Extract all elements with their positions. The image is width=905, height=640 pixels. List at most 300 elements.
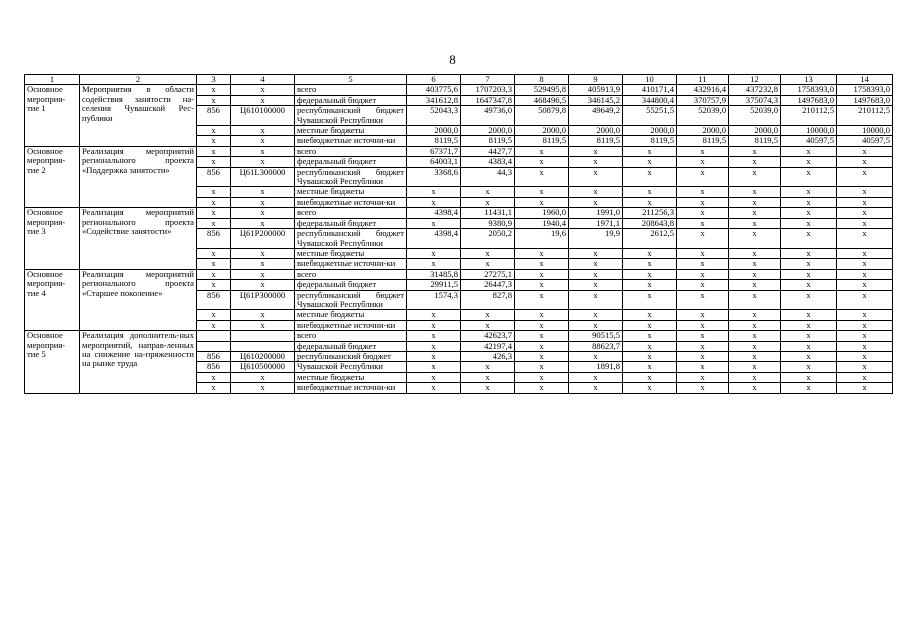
year-value: x — [515, 310, 569, 320]
budget-table-body — [25, 75, 893, 394]
group-description: Реализация мероприятий регионального проекта «Содействие занятости» — [80, 208, 197, 269]
year-value: 1497683,0 — [837, 95, 893, 105]
year-value: x — [677, 383, 729, 393]
year-value: x — [515, 248, 569, 258]
year-value: x — [623, 331, 677, 341]
year-value: x — [569, 351, 623, 361]
year-value: x — [781, 310, 837, 320]
year-value: x — [677, 310, 729, 320]
responsible-code: x — [197, 259, 231, 269]
funding-source: республиканский бюджет Чувашской Республики — [295, 229, 407, 249]
year-value: x — [515, 197, 569, 207]
year-value: x — [677, 259, 729, 269]
year-value: x — [677, 320, 729, 330]
year-value: x — [677, 341, 729, 351]
year-value: 1497683,0 — [781, 95, 837, 105]
year-value: 42197,4 — [461, 341, 515, 351]
year-value: 90515,5 — [569, 331, 623, 341]
year-value: x — [677, 187, 729, 197]
year-value: x — [729, 157, 781, 167]
year-value: 1574,3 — [407, 290, 461, 310]
funding-source: Чувашской Республики — [295, 362, 407, 372]
funding-source: республиканский бюджет — [295, 351, 407, 361]
group-description: Реализация мероприятий регионального проекта «Старшее поколение» — [80, 269, 197, 330]
year-value: x — [515, 259, 569, 269]
header-cell: 13 — [781, 75, 837, 85]
year-value: x — [781, 259, 837, 269]
year-value: x — [623, 290, 677, 310]
target-article-code: x — [231, 95, 295, 105]
year-value: 44,3 — [461, 167, 515, 187]
year-value: x — [781, 157, 837, 167]
responsible-code: x — [197, 146, 231, 156]
year-value: 341612,8 — [407, 95, 461, 105]
year-value: x — [729, 362, 781, 372]
funding-source: местные бюджеты — [295, 310, 407, 320]
year-value: 55251,5 — [623, 106, 677, 126]
funding-source: внебюджетные источни-ки — [295, 259, 407, 269]
header-cell: 6 — [407, 75, 461, 85]
table-row — [25, 269, 893, 279]
group-description: Реализация дополнитель-ных мероприятий, направ-ленных на снижение на-пряженности на рынке труда — [80, 331, 197, 393]
year-value: x — [623, 280, 677, 290]
year-value: x — [569, 372, 623, 382]
funding-source: всего — [295, 146, 407, 156]
year-value: x — [781, 218, 837, 228]
year-value: 8119,5 — [729, 136, 781, 146]
year-value: x — [729, 341, 781, 351]
year-value: 2000,0 — [515, 126, 569, 136]
year-value: 1707203,3 — [461, 85, 515, 95]
responsible-code: 856 — [197, 229, 231, 249]
header-cell: 11 — [677, 75, 729, 85]
target-article-code: x — [231, 208, 295, 218]
year-value: x — [569, 320, 623, 330]
year-value: x — [515, 372, 569, 382]
year-value: 403775,6 — [407, 85, 461, 95]
target-article-code: x — [231, 197, 295, 207]
year-value: x — [729, 187, 781, 197]
year-value: x — [729, 259, 781, 269]
year-value: x — [623, 269, 677, 279]
target-article-code: Ц61L300000 — [231, 167, 295, 187]
year-value: x — [623, 372, 677, 382]
year-value: 8119,5 — [677, 136, 729, 146]
target-article-code: x — [231, 372, 295, 382]
year-value: 346145,2 — [569, 95, 623, 105]
header-cell: 3 — [197, 75, 231, 85]
target-article-code — [231, 341, 295, 351]
funding-source: всего — [295, 85, 407, 95]
year-value: x — [677, 331, 729, 341]
funding-source: внебюджетные источни-ки — [295, 383, 407, 393]
year-value: 42623,7 — [461, 331, 515, 341]
group-title: Основное мероприя-тие 4 — [25, 269, 80, 330]
year-value: x — [623, 187, 677, 197]
year-value: 410171,4 — [623, 85, 677, 95]
year-value: 64003,1 — [407, 157, 461, 167]
funding-source: местные бюджеты — [295, 248, 407, 258]
year-value: x — [407, 372, 461, 382]
year-value: x — [515, 280, 569, 290]
funding-source: внебюджетные источни-ки — [295, 136, 407, 146]
budget-table — [24, 74, 893, 394]
year-value: x — [677, 351, 729, 361]
funding-source: всего — [295, 269, 407, 279]
year-value: 1647347,8 — [461, 95, 515, 105]
year-value: x — [407, 187, 461, 197]
target-article-code: x — [231, 187, 295, 197]
year-value: x — [461, 310, 515, 320]
year-value: 2000,0 — [729, 126, 781, 136]
target-article-code: x — [231, 157, 295, 167]
year-value: x — [407, 259, 461, 269]
year-value: x — [515, 331, 569, 341]
header-cell: 7 — [461, 75, 515, 85]
year-value: 2000,0 — [623, 126, 677, 136]
year-value: x — [569, 146, 623, 156]
year-value: 210112,5 — [781, 106, 837, 126]
table-row — [25, 146, 893, 156]
responsible-code: 856 — [197, 362, 231, 372]
year-value: x — [461, 383, 515, 393]
year-value: x — [837, 167, 893, 187]
year-value: 11431,1 — [461, 208, 515, 218]
year-value: x — [677, 280, 729, 290]
responsible-code: x — [197, 136, 231, 146]
target-article-code: Ц61Р300000 — [231, 290, 295, 310]
year-value: x — [515, 351, 569, 361]
year-value: 19,6 — [515, 229, 569, 249]
year-value: x — [729, 331, 781, 341]
year-value: x — [781, 331, 837, 341]
year-value: x — [677, 372, 729, 382]
year-value: x — [781, 383, 837, 393]
year-value: 31485,8 — [407, 269, 461, 279]
year-value: x — [837, 290, 893, 310]
year-value: x — [515, 320, 569, 330]
year-value: 437232,8 — [729, 85, 781, 95]
year-value: x — [729, 269, 781, 279]
funding-source: федеральный бюджет — [295, 157, 407, 167]
year-value: x — [677, 167, 729, 187]
year-value: x — [837, 248, 893, 258]
year-value: x — [515, 269, 569, 279]
year-value: 10000,0 — [781, 126, 837, 136]
year-value: x — [677, 197, 729, 207]
header-cell: 8 — [515, 75, 569, 85]
year-value: x — [407, 310, 461, 320]
year-value: x — [837, 269, 893, 279]
year-value: 405913,9 — [569, 85, 623, 95]
year-value: x — [781, 351, 837, 361]
funding-source: всего — [295, 331, 407, 341]
header-cell: 12 — [729, 75, 781, 85]
responsible-code: x — [197, 187, 231, 197]
responsible-code: x — [197, 248, 231, 258]
year-value: x — [837, 331, 893, 341]
year-value: 40597,5 — [837, 136, 893, 146]
target-article-code: x — [231, 136, 295, 146]
target-article-code: x — [231, 248, 295, 258]
header-cell: 4 — [231, 75, 295, 85]
funding-source: местные бюджеты — [295, 187, 407, 197]
year-value: 52039,0 — [729, 106, 781, 126]
year-value: x — [729, 372, 781, 382]
funding-source: федеральный бюджет — [295, 280, 407, 290]
year-value: 9380,9 — [461, 218, 515, 228]
year-value: 2050,2 — [461, 229, 515, 249]
year-value: x — [837, 320, 893, 330]
year-value: x — [515, 362, 569, 372]
target-article-code: Ц610200000 — [231, 351, 295, 361]
target-article-code: x — [231, 383, 295, 393]
year-value: 4398,4 — [407, 229, 461, 249]
year-value: x — [781, 290, 837, 310]
responsible-code: 856 — [197, 290, 231, 310]
year-value: x — [623, 259, 677, 269]
funding-source: республиканский бюджет Чувашской Республики — [295, 106, 407, 126]
year-value: x — [781, 362, 837, 372]
year-value: 827,8 — [461, 290, 515, 310]
year-value: 208643,8 — [623, 218, 677, 228]
year-value: x — [837, 362, 893, 372]
year-value: x — [677, 218, 729, 228]
year-value: 19,9 — [569, 229, 623, 249]
year-value: x — [837, 229, 893, 249]
year-value: x — [781, 372, 837, 382]
target-article-code: Ц610100000 — [231, 106, 295, 126]
year-value: x — [623, 157, 677, 167]
year-value: x — [677, 248, 729, 258]
year-value: x — [407, 341, 461, 351]
responsible-code: x — [197, 310, 231, 320]
target-article-code — [231, 331, 295, 341]
funding-source: республиканский бюджет Чувашской Республики — [295, 167, 407, 187]
target-article-code: x — [231, 146, 295, 156]
year-value: x — [569, 157, 623, 167]
header-cell: 1 — [25, 75, 80, 85]
year-value: 1758393,0 — [781, 85, 837, 95]
year-value: x — [781, 146, 837, 156]
year-value: 49649,2 — [569, 106, 623, 126]
year-value: x — [569, 290, 623, 310]
group-title: Основное мероприя-тие 1 — [25, 85, 80, 146]
year-value: 529495,8 — [515, 85, 569, 95]
year-value: 8119,5 — [569, 136, 623, 146]
year-value: 2000,0 — [461, 126, 515, 136]
year-value: 1891,8 — [569, 362, 623, 372]
responsible-code: 856 — [197, 351, 231, 361]
year-value: x — [729, 197, 781, 207]
year-value: x — [569, 269, 623, 279]
year-value: x — [515, 187, 569, 197]
year-value: x — [623, 167, 677, 187]
table-row — [25, 331, 893, 341]
responsible-code: x — [197, 280, 231, 290]
year-value: x — [729, 320, 781, 330]
responsible-code: 856 — [197, 106, 231, 126]
year-value: x — [837, 259, 893, 269]
year-value: x — [623, 310, 677, 320]
target-article-code: x — [231, 269, 295, 279]
header-cell: 2 — [80, 75, 197, 85]
funding-source: федеральный бюджет — [295, 218, 407, 228]
year-value: x — [461, 372, 515, 382]
year-value: x — [781, 341, 837, 351]
year-value: x — [569, 383, 623, 393]
year-value: x — [461, 187, 515, 197]
funding-source: федеральный бюджет — [295, 341, 407, 351]
year-value: x — [623, 351, 677, 361]
year-value: x — [837, 208, 893, 218]
year-value: x — [677, 362, 729, 372]
year-value: x — [729, 383, 781, 393]
target-article-code: x — [231, 320, 295, 330]
responsible-code: x — [197, 197, 231, 207]
year-value: 8119,5 — [461, 136, 515, 146]
year-value: x — [461, 259, 515, 269]
year-value: x — [515, 290, 569, 310]
year-value: x — [729, 218, 781, 228]
year-value: x — [837, 372, 893, 382]
year-value: x — [781, 197, 837, 207]
year-value: 67371,7 — [407, 146, 461, 156]
funding-source: всего — [295, 208, 407, 218]
responsible-code: 856 — [197, 167, 231, 187]
year-value: 1960,0 — [515, 208, 569, 218]
year-value: x — [729, 280, 781, 290]
year-value: x — [729, 229, 781, 249]
year-value: x — [729, 248, 781, 258]
year-value: x — [407, 383, 461, 393]
year-value: 375074,3 — [729, 95, 781, 105]
target-article-code: x — [231, 85, 295, 95]
year-value: x — [837, 310, 893, 320]
group-title: Основное мероприя-тие 5 — [25, 331, 80, 393]
year-value: x — [677, 146, 729, 156]
year-value: x — [569, 248, 623, 258]
table-row — [25, 85, 893, 95]
year-value: x — [515, 341, 569, 351]
header-cell: 10 — [623, 75, 677, 85]
responsible-code: x — [197, 372, 231, 382]
year-value: x — [461, 362, 515, 372]
year-value: x — [623, 248, 677, 258]
year-value: 27275,1 — [461, 269, 515, 279]
group-description: Мероприятия в области содействия занятости на-селения Чувашской Рес-публики — [80, 85, 197, 146]
year-value: x — [837, 157, 893, 167]
group-title: Основное мероприя-тие 3 — [25, 208, 80, 269]
target-article-code: x — [231, 310, 295, 320]
group-title: Основное мероприя-тие 2 — [25, 146, 80, 207]
target-article-code: x — [231, 259, 295, 269]
year-value: 4427,7 — [461, 146, 515, 156]
funding-source: внебюджетные источни-ки — [295, 320, 407, 330]
year-value: x — [461, 248, 515, 258]
year-value: x — [837, 197, 893, 207]
year-value: x — [781, 187, 837, 197]
year-value: 52043,3 — [407, 106, 461, 126]
year-value: x — [729, 310, 781, 320]
target-article-code: x — [231, 280, 295, 290]
year-value: x — [407, 320, 461, 330]
year-value: x — [781, 320, 837, 330]
year-value: x — [407, 362, 461, 372]
year-value: 2000,0 — [407, 126, 461, 136]
year-value: 1991,0 — [569, 208, 623, 218]
year-value: x — [569, 167, 623, 187]
year-value: 52039,0 — [677, 106, 729, 126]
year-value: x — [407, 218, 461, 228]
year-value: 8119,5 — [515, 136, 569, 146]
year-value: 468496,5 — [515, 95, 569, 105]
year-value: 2000,0 — [677, 126, 729, 136]
responsible-code — [197, 331, 231, 341]
year-value: x — [837, 280, 893, 290]
year-value: x — [515, 146, 569, 156]
year-value: x — [569, 280, 623, 290]
year-value: x — [569, 187, 623, 197]
responsible-code: x — [197, 218, 231, 228]
year-value: 1940,4 — [515, 218, 569, 228]
year-value: 88623,7 — [569, 341, 623, 351]
header-cell: 9 — [569, 75, 623, 85]
year-value: x — [781, 167, 837, 187]
year-value: x — [623, 146, 677, 156]
year-value: x — [515, 167, 569, 187]
year-value: x — [677, 229, 729, 249]
year-value: x — [407, 331, 461, 341]
year-value: x — [837, 341, 893, 351]
year-value: 210112,5 — [837, 106, 893, 126]
year-value: x — [407, 197, 461, 207]
responsible-code: x — [197, 383, 231, 393]
funding-source: федеральный бюджет — [295, 95, 407, 105]
responsible-code: x — [197, 95, 231, 105]
year-value: 4383,4 — [461, 157, 515, 167]
year-value: 211256,3 — [623, 208, 677, 218]
year-value: x — [729, 167, 781, 187]
year-value: x — [837, 351, 893, 361]
year-value: x — [623, 320, 677, 330]
year-value: 3368,6 — [407, 167, 461, 187]
year-value: x — [407, 351, 461, 361]
target-article-code: x — [231, 126, 295, 136]
year-value: 40597,5 — [781, 136, 837, 146]
year-value: x — [781, 208, 837, 218]
responsible-code: x — [197, 126, 231, 136]
year-value: x — [677, 157, 729, 167]
responsible-code: x — [197, 320, 231, 330]
year-value: 432916,4 — [677, 85, 729, 95]
funding-source: местные бюджеты — [295, 126, 407, 136]
year-value: 426,3 — [461, 351, 515, 361]
year-value: 4398,4 — [407, 208, 461, 218]
target-article-code: Ц61Р200000 — [231, 229, 295, 249]
year-value: x — [729, 290, 781, 310]
year-value: 344800,4 — [623, 95, 677, 105]
responsible-code: x — [197, 269, 231, 279]
year-value: 29911,5 — [407, 280, 461, 290]
year-value: x — [407, 248, 461, 258]
header-row — [25, 75, 893, 85]
year-value: x — [837, 146, 893, 156]
target-article-code: Ц610500000 — [231, 362, 295, 372]
year-value: 2612,5 — [623, 229, 677, 249]
year-value: x — [837, 383, 893, 393]
year-value: x — [677, 208, 729, 218]
